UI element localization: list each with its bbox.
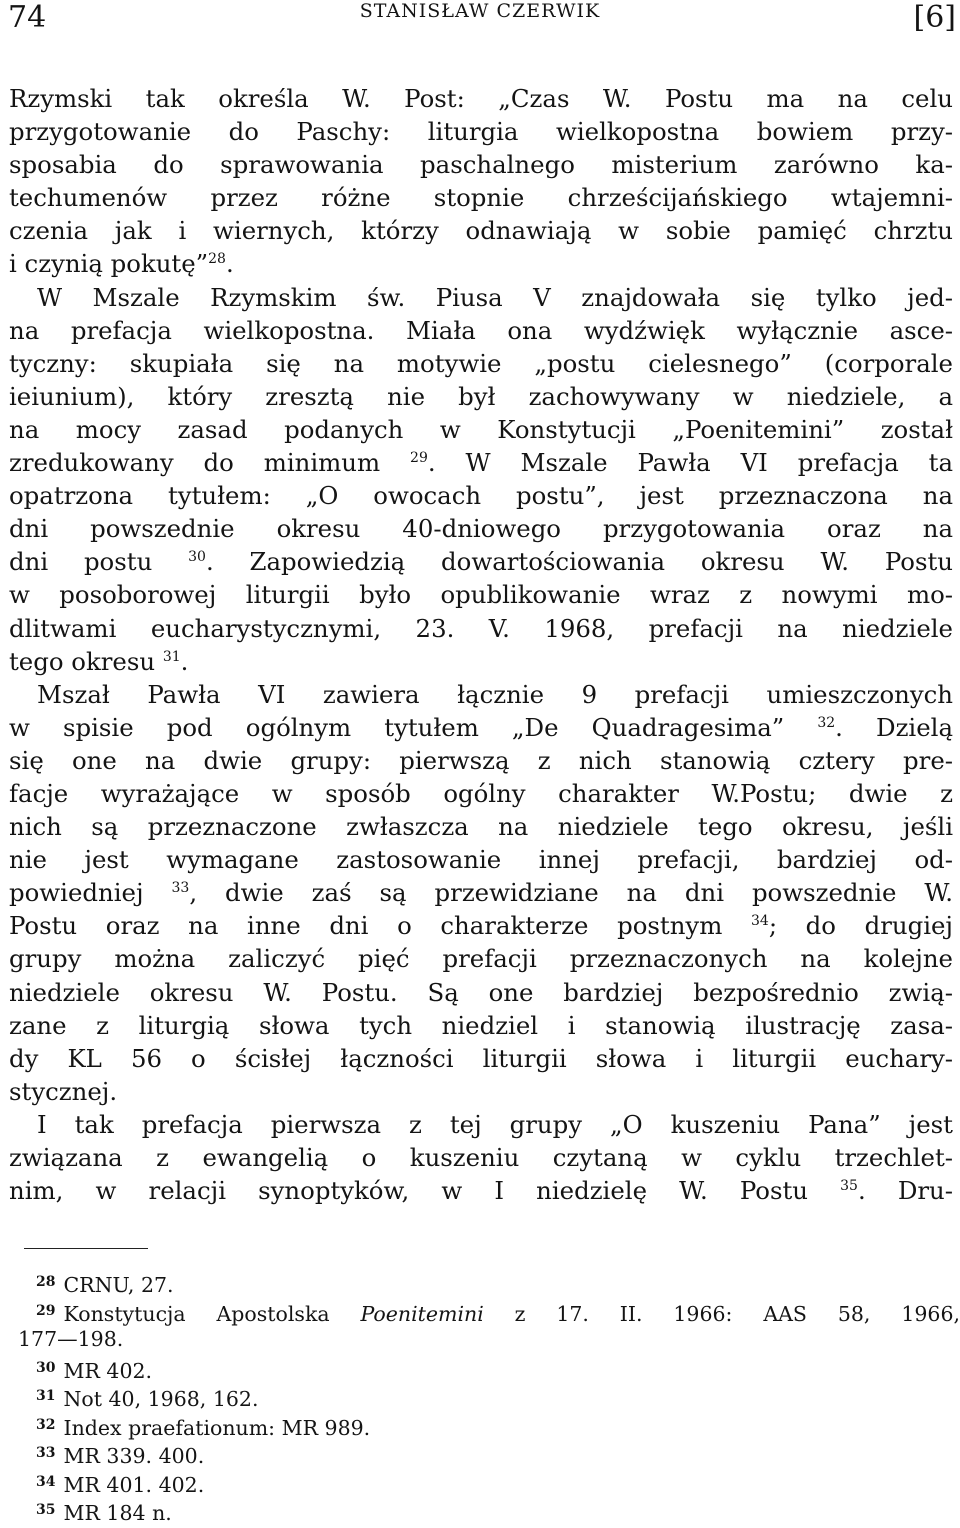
footnote-ref: 32 xyxy=(817,714,836,731)
text-line xyxy=(9,1009,953,1042)
footnote xyxy=(24,1268,960,1297)
footnote-text: MR 402. xyxy=(63,1358,153,1383)
running-head-author: STANISŁAW CZERWIK xyxy=(359,0,601,22)
footnote-text: CRNU, 27. xyxy=(63,1273,174,1297)
text-line xyxy=(9,281,953,314)
text-line xyxy=(9,314,953,347)
text-line xyxy=(9,1075,953,1108)
text-line xyxy=(9,413,953,446)
line-text-after: . Dzielą xyxy=(835,712,953,742)
footnote-number: 31 xyxy=(36,1388,56,1404)
line-text: zredukowany do minimum xyxy=(9,448,411,478)
footnote-number: 28 xyxy=(36,1274,56,1290)
footnote-number: 34 xyxy=(36,1473,56,1490)
text-line xyxy=(9,711,953,744)
footnote-text: Index praefationum: MR 989. xyxy=(63,1415,371,1440)
line-text: Rzymski tak określa W. Post: „Czas W. Postu ma na celu xyxy=(9,84,953,113)
text-line xyxy=(9,380,953,413)
footnote xyxy=(24,1439,960,1468)
text-line xyxy=(9,645,953,678)
text-line xyxy=(9,843,953,876)
footnote-text-after: z 17. II. 1966: AAS 58, 1966, xyxy=(483,1301,960,1326)
line-text: związana z ewangelią o kuszeniu czytaną w cyklu trzechlet- xyxy=(9,1143,953,1172)
line-text: facje wyrażające w sposób ogólny charakter W.Postu; dwie z xyxy=(9,778,953,808)
running-header xyxy=(0,0,960,40)
line-text-after: . W Mszale Pawła VI prefacja ta xyxy=(427,448,953,478)
text-line xyxy=(9,115,953,148)
footnote-ref: 35 xyxy=(840,1178,858,1195)
text-line xyxy=(9,942,953,975)
footnote-text: MR 339. 400. xyxy=(63,1444,205,1468)
line-text: W Mszale Rzymskim św. Piusa V znajdowała się tylko jed- xyxy=(37,282,953,312)
footnote-ref: 34 xyxy=(750,913,769,930)
text-line xyxy=(9,744,953,777)
footnote-ref: 33 xyxy=(171,880,190,897)
footnote xyxy=(24,1468,960,1497)
footnote-text: MR 184 n. xyxy=(63,1501,172,1525)
section-number: [6] xyxy=(913,0,956,35)
footnote-number: 30 xyxy=(36,1359,56,1376)
line-text: się one na dwie grupy: pierwszą z nich stanowią cztery pre- xyxy=(9,745,953,775)
text-line xyxy=(9,777,953,810)
footnote-separator xyxy=(24,1248,148,1249)
line-text: nie jest wymagane zastosowanie innej prefacji, bardziej od- xyxy=(9,845,953,875)
page-number: 74 xyxy=(8,0,47,35)
text-line xyxy=(9,1174,953,1207)
line-text: dni postu xyxy=(9,547,189,577)
footnote xyxy=(24,1496,960,1525)
text-line xyxy=(9,612,953,645)
main-text xyxy=(9,82,953,1207)
line-text: grupy można zaliczyć pięć prefacji przeznaczonych na kolejne xyxy=(9,944,953,974)
line-text: czenia jak i wiernych, którzy odnawiają w sobie pamięć chrztu xyxy=(9,216,953,246)
footnote-text: Not 40, 1968, 162. xyxy=(63,1387,259,1411)
text-line xyxy=(9,512,953,545)
line-text: dy KL 56 o ścisłej łączności liturgii słowa i liturgii euchary- xyxy=(9,1043,953,1073)
text-line xyxy=(9,678,953,711)
text-line xyxy=(9,810,953,843)
line-text: techumenów przez różne stopnie chrześcijańskiego wtajemni- xyxy=(9,183,953,213)
text-line xyxy=(9,347,953,380)
line-text: i czynią pokutę” xyxy=(9,249,209,279)
line-text: w spisie pod ogólnym tytułem „De Quadragesima” xyxy=(9,712,818,742)
line-text: nich są przeznaczone zwłaszcza na niedziele tego okresu, jeśli xyxy=(9,812,953,842)
line-text: tyczny: skupiała się na motywie „postu cielesnego” (corporale xyxy=(9,348,953,378)
text-line xyxy=(9,1141,953,1174)
footnote-italic: Poenitemini xyxy=(360,1301,484,1326)
footnote xyxy=(18,1325,960,1354)
text-line xyxy=(9,148,953,181)
text-line xyxy=(9,247,953,280)
line-text: na mocy zasad podanych w Konstytucji „Poenitemini” został xyxy=(9,414,953,444)
footnote-ref: 29 xyxy=(410,450,428,467)
line-text: opatrzona tytułem: „O owocach postu”, jest przeznaczona na xyxy=(9,481,953,511)
text-line xyxy=(9,545,953,578)
text-line xyxy=(9,1108,953,1141)
footnote-ref: 31 xyxy=(162,648,181,665)
line-text: powiedniej xyxy=(9,878,172,908)
line-text: w posoborowej liturgii było opublikowanie wraz z nowymi mo- xyxy=(9,580,953,610)
line-text: I tak prefacja pierwsza z tej grupy „O kuszeniu Pana” jest xyxy=(37,1109,953,1139)
footnote-number: 29 xyxy=(36,1302,56,1319)
footnote-number: 35 xyxy=(36,1502,56,1518)
line-text-after: ; do drugiej xyxy=(768,911,953,941)
text-line xyxy=(9,976,953,1009)
line-text: dni powszednie okresu 40-dniowego przygotowania oraz na xyxy=(9,514,953,544)
footnote-number: 32 xyxy=(36,1416,56,1433)
line-text: ieiunium), który zresztą nie był zachowywany w niedziele, a xyxy=(9,381,953,411)
text-line xyxy=(9,578,953,611)
text-line xyxy=(9,446,953,479)
footnote-ref: 30 xyxy=(188,549,206,566)
line-text-after: . Dru- xyxy=(857,1176,954,1206)
line-text-after: , dwie zaś są przewidziane na dni powszednie W. xyxy=(189,878,953,908)
line-text: Postu oraz na inne dni o charakterze postnym xyxy=(9,911,751,941)
line-text: przygotowanie do Paschy: liturgia wielkopostna bowiem przy- xyxy=(9,117,953,147)
footnote-number: 33 xyxy=(36,1445,56,1461)
line-text: tego okresu xyxy=(9,646,163,676)
text-line xyxy=(9,479,953,512)
text-line xyxy=(9,181,953,214)
text-line xyxy=(9,214,953,247)
footnote-text: Konstytucja Apostolska xyxy=(63,1301,361,1326)
text-line xyxy=(9,876,953,909)
footnote xyxy=(24,1411,960,1440)
line-text: zane z liturgią słowa tych niedziel i stanowią ilustrację zasa- xyxy=(9,1010,953,1040)
text-line xyxy=(9,82,953,115)
footnote xyxy=(24,1354,960,1383)
footnote xyxy=(24,1382,960,1411)
footnotes xyxy=(18,1268,960,1525)
line-text: dlitwami eucharystycznymi, 23. V. 1968, prefacji na niedziele xyxy=(9,613,953,643)
line-text: na prefacja wielkopostna. Miała ona wydźwięk wyłącznie asce- xyxy=(9,315,953,345)
line-text: niedziele okresu W. Postu. Są one bardziej bezpośrednio zwią- xyxy=(9,977,953,1007)
line-text: stycznej. xyxy=(9,1076,118,1106)
footnote xyxy=(24,1297,960,1326)
line-text: nim, w relacji synoptyków, w I niedzielę W. Postu xyxy=(9,1176,841,1206)
text-line xyxy=(9,1042,953,1075)
footnote-text: MR 401. 402. xyxy=(63,1472,205,1497)
line-text: sposabia do sprawowania paschalnego misterium zarówno ka- xyxy=(9,150,953,180)
line-text-after: . Zapowiedzią dowartościowania okresu W. Postu xyxy=(205,547,953,577)
footnote-text: 177—198. xyxy=(18,1327,124,1351)
footnote-ref: 28 xyxy=(208,251,226,268)
line-text-after: . xyxy=(225,249,234,279)
line-text: Mszał Pawła VI zawiera łącznie 9 prefacji umieszczonych xyxy=(37,679,953,709)
line-text-after: . xyxy=(180,646,189,676)
text-line xyxy=(9,909,953,942)
